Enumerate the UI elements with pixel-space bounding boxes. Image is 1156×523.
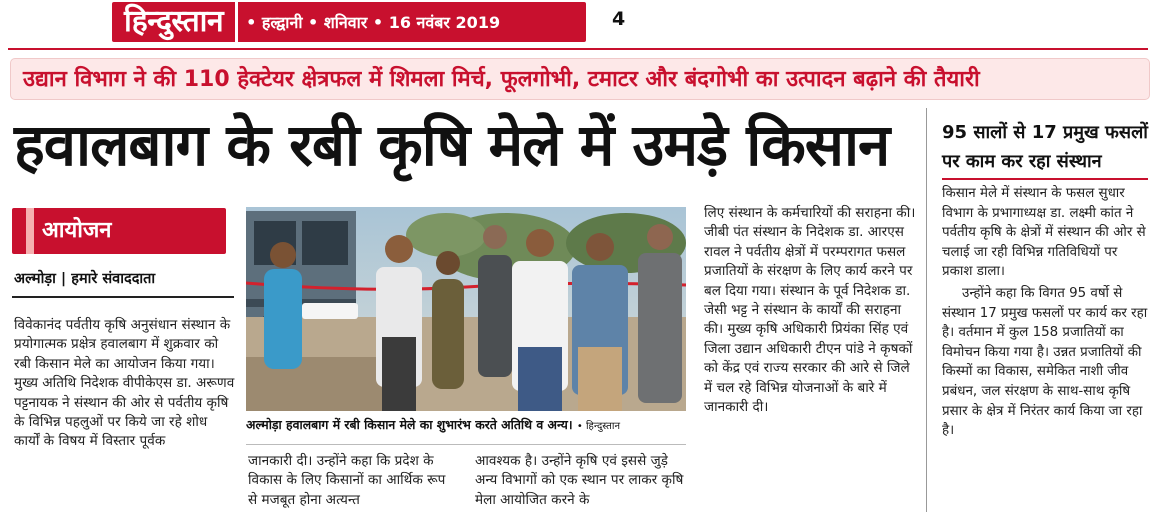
sidebar-paragraph: किसान मेले में संस्थान के फसल सुधार विभाग के प्रभागाध्यक्ष डा. लक्ष्मी कांत ने पर्वतीय कृषि के क्षेत्रों में संस्थान की ओर से चलाई जा रही विभिन्न गतिविधियों पर प्रकाश डाला। <box>942 186 1146 280</box>
photo-illustration <box>246 207 686 411</box>
dateline: • हल्द्वानी • शनिवार • 16 नवंबर 2019 <box>246 13 501 32</box>
photo-credit: • हिन्दुस्तान <box>576 421 620 432</box>
article-column-2 <box>248 452 454 510</box>
masthead <box>112 2 586 42</box>
photo-caption <box>246 413 686 437</box>
byline-separator: | <box>60 271 72 287</box>
article-paragraph: आवश्यक है। उन्होंने कृषि एवं इससे जुड़े अन्य विभागों को एक स्थान पर लाकर कृषि मेला आयोजित करने के <box>475 453 684 508</box>
sidebar-headline: 95 सालों से 17 प्रमुख फसलों पर काम कर रहा संस्थान <box>942 122 1148 172</box>
sidebar-body <box>942 184 1148 441</box>
article-paragraph: लिए संस्थान के कर्मचारियों की सराहना की। जीबी पंत संस्थान के निदेशक डा. आरएस रावल ने पर्वतीय क्षेत्रों में परम्परागत फसल प्रजातियों के संरक्षण के लिए कार्य करने पर बल दिया गया। संस्थान के पूर्व निदेशक डा. जेसी भट्ट ने संस्थान के कार्यों की सराहना की। मुख्य कृषि अधिकारी प्रियंका सिंह एवं जिला उद्यान अधिकारी टीएन पांडे ने कृषकों को केंद्र एवं राज्य सरकार की आरे से जिले में चल रहे विभिन्न योजनाओं के बारे में जानकारी दी। <box>704 205 916 416</box>
sidebar-divider <box>942 178 1148 180</box>
article-column-4 <box>704 204 918 417</box>
main-headline: हवालबाग के रबी कृषि मेले में उमड़े किसान <box>14 111 890 179</box>
byline-divider <box>12 296 234 298</box>
article-paragraph: विवेकानंद पर्वतीय कृषि अनुसंधान संस्थान के प्रयोगात्मक प्रक्षेत्र हवालबाग में शुक्रवार को रबी किसान मेले का आयोजन किया गया। मुख्य अतिथि निदेशक वीपीकेएस डा. अरूणव पट्टनायक ने संस्थान की ओर से पर्वतीय कृषि के विभिन्न पहलुओं पर किये जा रहे शोध कार्यों के विषय में विस्तार पूर्वक <box>14 317 235 450</box>
article-column-1 <box>14 316 236 452</box>
caption-divider <box>246 444 686 445</box>
byline <box>14 268 155 288</box>
news-photo <box>246 207 686 411</box>
newspaper-logo: हिन्दुस्तान <box>112 2 238 42</box>
page-number: 4 <box>612 8 626 30</box>
section-tag-label: आयोजन <box>42 218 112 243</box>
byline-place: अल्मोड़ा <box>14 271 56 287</box>
byline-author: हमारे संवाददाता <box>71 271 156 287</box>
section-tag-accent <box>26 208 34 254</box>
top-divider <box>8 48 1148 50</box>
column-divider <box>926 108 927 512</box>
kicker-headline: उद्यान विभाग ने की 110 हेक्टेयर क्षेत्रफल में शिमला मिर्च, फूलगोभी, टमाटर और बंदगोभी का उत्पादन बढ़ाने की तैयारी <box>10 58 1150 100</box>
caption-text: अल्मोड़ा हवालबाग में रबी किसान मेले का शुभारंभ करते अतिथि व अन्य। <box>246 417 573 432</box>
article-paragraph: जानकारी दी। उन्होंने कहा कि प्रदेश के विकास के लिए किसानों का आर्थिक रूप से मजबूत होना अत्यन्त <box>248 453 446 508</box>
article-column-3 <box>475 452 687 510</box>
sidebar-paragraph: उन्होंने कहा कि विगत 95 वर्षो से संस्थान 17 प्रमुख फसलों पर कार्य कर रहा है। वर्तमान में कुल 158 प्रजातियों का विमोचन किया गया है। उन्नत प्रजातियों की किस्मों का विकास, समेकित नाशी जीव प्रबंधन, जल संरक्षण के साथ-साथ कृषि प्रसार के क्षेत्र में निरंतर कार्य किया जा रहा है। <box>942 285 1148 439</box>
